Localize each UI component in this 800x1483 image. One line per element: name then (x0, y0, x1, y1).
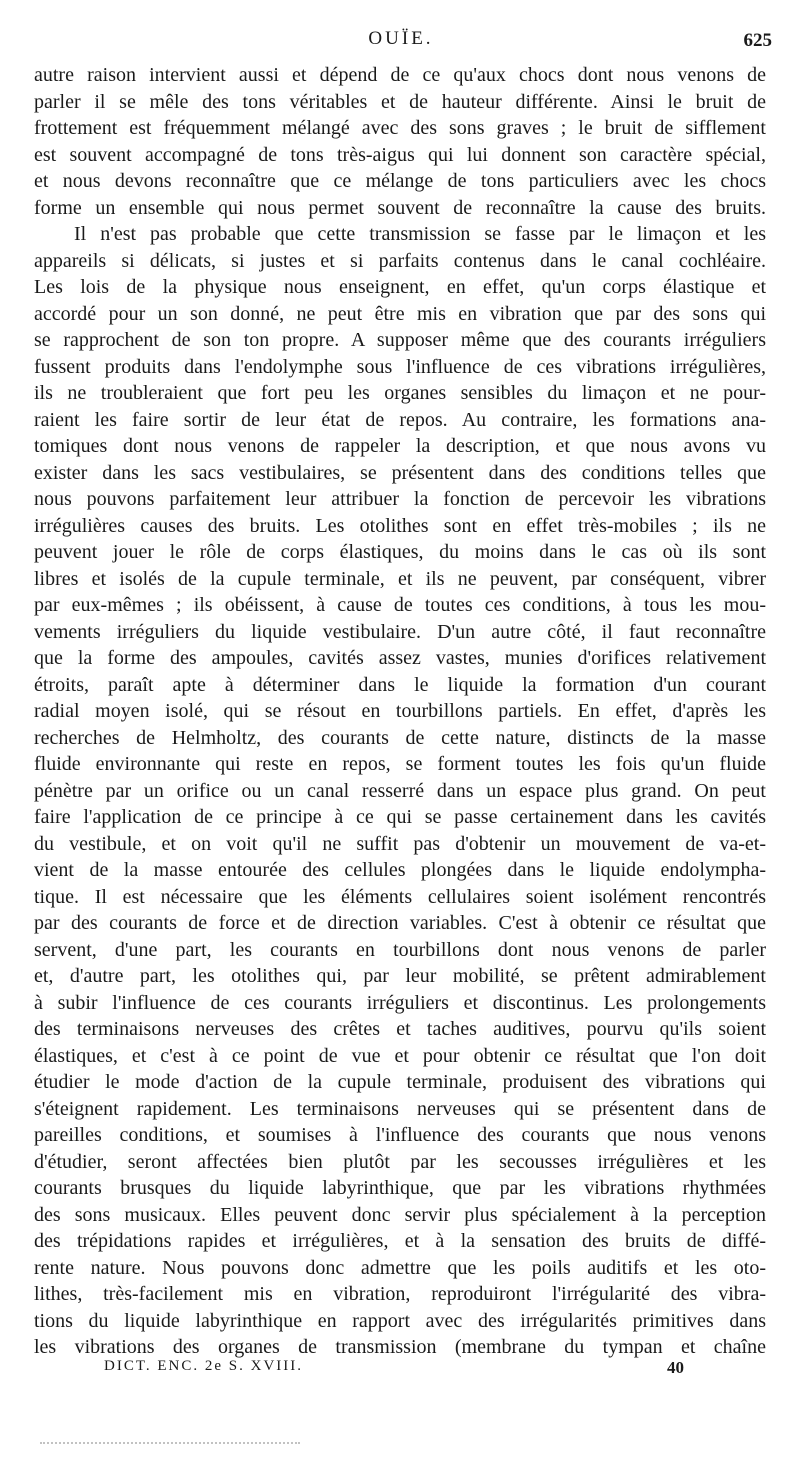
text-line: lithes, très-facilement mis en vibration, reproduiront l'irrégularité des vibra- (34, 1283, 766, 1305)
text-line: vient de la masse entourée des cellules plongées dans le liquide endolympha- (34, 859, 766, 881)
text-line: que la forme des ampoules, cavités assez vastes, munies d'orifices relativement (34, 647, 766, 669)
text-line: à subir l'influence de ces courants irréguliers et discontinus. Les prolongements (34, 991, 766, 1014)
scan-speckle (40, 1442, 300, 1450)
text-line: vements irréguliers du liquide vestibulaire. D'un autre côté, il faut reconnaître (34, 620, 766, 643)
text-line: pareilles conditions, et soumises à l'influence des courants que nous venons (34, 1124, 766, 1146)
text-line: forme un ensemble qui nous permet souvent de reconnaître la cause des bruits. (34, 196, 766, 219)
page-number: 625 (743, 30, 772, 51)
text-line: tique. Il est nécessaire que les éléments cellulaires soient isolément rencontrés (34, 885, 766, 908)
text-line: servent, d'une part, les courants en tourbillons dont nous venons de parler (34, 938, 766, 961)
text-line: exister dans les sacs vestibulaires, se présentent dans des conditions telles que (34, 461, 766, 484)
text-line: peuvent jouer le rôle de corps élastiques, du moins dans le cas où ils sont (34, 541, 766, 563)
text-line: par des courants de force et de direction variables. C'est à obtenir ce résultat que (34, 912, 766, 934)
text-line: tomiques dont nous venons de rappeler la description, et que nous avons vu (34, 435, 766, 457)
text-line: recherches de Helmholtz, des courants de cette nature, distincts de la masse (34, 726, 766, 749)
running-title: OUÏE. (368, 28, 434, 49)
text-line: tions du liquide labyrinthique en rapport avec des irrégularités primitives dans (34, 1309, 766, 1332)
text-line: et, d'autre part, les otolithes qui, par leur mobilité, se prêtent admirablement (34, 965, 766, 987)
text-line: accordé pour un son donné, ne peut être mis en vibration que par des sons qui (34, 302, 766, 325)
text-line: frottement est fréquemment mélangé avec des sons graves ; le bruit de sifflement (34, 117, 766, 139)
text-line: raient les faire sortir de leur état de repos. Au contraire, les formations ana- (34, 408, 766, 431)
body-text (34, 62, 766, 1361)
text-line: Il n'est pas probable que cette transmission se fasse par le limaçon et les (74, 223, 766, 245)
sheet-number: 40 (667, 1358, 684, 1377)
text-line: et nous devons reconnaître que ce mélange de tons particuliers avec les chocs (34, 170, 766, 192)
text-line: pénètre par un orifice ou un canal resserré dans un espace plus grand. On peut (34, 779, 766, 802)
text-line: d'étudier, seront affectées bien plutôt par les secousses irrégulières et les (34, 1150, 766, 1173)
text-line: irrégulières causes des bruits. Les otolithes sont en effet très-mobiles ; ils ne (34, 514, 766, 537)
text-line: fluide environnante qui reste en repos, se forment toutes les fois qu'un fluide (34, 753, 766, 775)
text-line: étudier le mode d'action de la cupule terminale, produisent des vibrations qui (34, 1071, 766, 1093)
page-footer (104, 1358, 684, 1388)
text-line: par eux-mêmes ; ils obéissent, à cause de toutes ces conditions, à tous les mou- (34, 594, 766, 616)
page-header (30, 28, 772, 58)
text-line: Les lois de la physique nous enseignent, en effet, qu'un corps élastique et (34, 276, 766, 298)
text-line: nous pouvons parfaitement leur attribuer la fonction de percevoir les vibrations (34, 488, 766, 510)
text-line: libres et isolés de la cupule terminale, et ils ne peuvent, par conséquent, vibrer (34, 567, 766, 590)
text-line: fussent produits dans l'endolymphe sous l'influence de ces vibrations irrégulières, (34, 355, 766, 378)
text-line: courants brusques du liquide labyrinthique, que par les vibrations rhythmées (34, 1177, 766, 1199)
text-line: des sons musicaux. Elles peuvent donc servir plus spécialement à la perception (34, 1203, 766, 1226)
text-line: du vestibule, et on voit qu'il ne suffit pas d'obtenir un mouvement de va-et- (34, 832, 766, 855)
text-line: étroits, paraît apte à déterminer dans le liquide la formation d'un courant (34, 673, 766, 696)
printer-signature: DICT. ENC. 2e S. XVIII. (104, 1358, 304, 1374)
text-line: est souvent accompagné de tons très-aigus qui lui donnent son caractère spécial, (34, 143, 766, 166)
text-line: appareils si délicats, si justes et si parfaits contenus dans le canal cochléaire. (34, 249, 766, 272)
text-line: des terminaisons nerveuses des crêtes et taches auditives, pourvu qu'ils soient (34, 1018, 766, 1040)
text-line: faire l'application de ce principe à ce qui se passe certainement dans les cavités (34, 806, 766, 828)
text-line: autre raison intervient aussi et dépend de ce qu'aux chocs dont nous venons de (34, 64, 766, 86)
text-line: se rapprochent de son ton propre. A supposer même que des courants irréguliers (34, 329, 766, 351)
text-line: s'éteignent rapidement. Les terminaisons nerveuses qui se présentent dans de (34, 1097, 766, 1120)
text-line: radial moyen isolé, qui se résout en tourbillons partiels. En effet, d'après les (34, 700, 766, 722)
text-line: des trépidations rapides et irrégulières, et à la sensation des bruits de diffé- (34, 1230, 766, 1252)
text-line: rente nature. Nous pouvons donc admettre que les poils auditifs et les oto- (34, 1256, 766, 1279)
text-line: ils ne troubleraient que fort peu les organes sensibles du limaçon et ne pour- (34, 382, 766, 404)
text-line: élastiques, et c'est à ce point de vue et pour obtenir ce résultat que l'on doit (34, 1044, 766, 1067)
text-line: les vibrations des organes de transmission (membrane du tympan et chaîne (34, 1336, 766, 1358)
text-line: parler il se mêle des tons véritables et de hauteur différente. Ainsi le bruit de (34, 90, 766, 113)
